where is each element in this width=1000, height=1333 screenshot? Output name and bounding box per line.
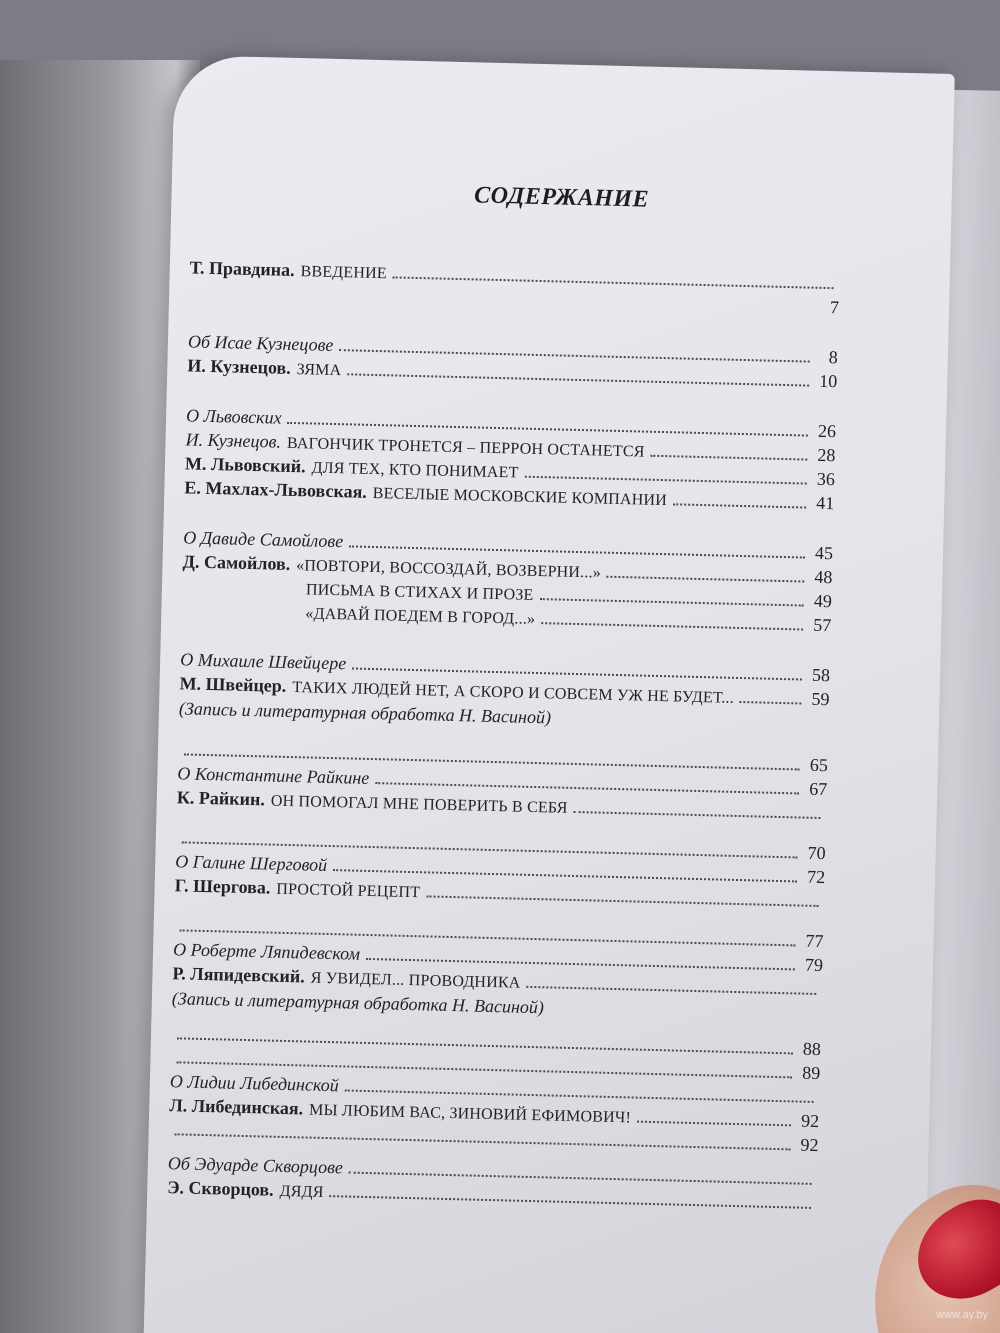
entry-intro: О Константине Райкине (177, 763, 370, 788)
dot-leader (526, 985, 816, 995)
entry-title: ВАГОНЧИК ТРОНЕТСЯ – ПЕРРОН ОСТАНЕТСЯ (286, 434, 645, 461)
entry-author: К. Райкин. (176, 787, 266, 810)
entry-author: Д. Самойлов. (182, 551, 291, 574)
dot-leader (607, 575, 805, 583)
entry-author: Э. Скворцов. (167, 1177, 274, 1200)
entry-page: 41 (816, 492, 835, 514)
entry-page: 45 (814, 542, 834, 564)
entry-note: (Запись и литературная обработка Н. Васиной) (178, 698, 552, 728)
table-of-contents (167, 255, 840, 1215)
dot-leader (574, 810, 821, 819)
entry-title: ВВЕДЕНИЕ (300, 263, 388, 283)
entry-page: 88 (802, 1038, 822, 1060)
entry-title: ТАКИХ ЛЮДЕЙ НЕТ, А СКОРО И СОВСЕМ УЖ НЕ БУДЕТ... (292, 679, 735, 707)
entry-title: ДЛЯ ТЕХ, КТО ПОНИМАЕТ (311, 459, 519, 482)
entry-author: М. Львовский. (184, 453, 306, 477)
entry-author: И. Кузнецов. (187, 355, 291, 378)
watermark: www.ay.by (936, 1309, 988, 1321)
entry-note: (Запись и литературная обработка Н. Васиной) (171, 988, 545, 1018)
entry-author: Е. Махлах-Львовская. (184, 477, 368, 502)
entry-page: 59 (811, 688, 830, 710)
entry-title: Я УВИДЕЛ... ПРОВОДНИКА (310, 969, 521, 992)
entry-title: МЫ ЛЮБИМ ВАС, ЗИНОВИЙ ЕФИМОВИЧ! (308, 1101, 632, 1127)
entry-page: 26 (817, 420, 837, 442)
entry-page: 92 (800, 1134, 819, 1156)
entry-author: Л. Либединская. (169, 1095, 304, 1119)
entry-page: 10 (818, 370, 838, 392)
entry-page: 36 (816, 468, 836, 490)
entry-intro: Об Эдуарде Скворцове (167, 1153, 344, 1178)
entry-title: ЗЯМА (296, 361, 342, 380)
entry-intro: О Михаиле Швейцере (179, 649, 347, 674)
entry-page: 92 (800, 1110, 820, 1132)
entry-title: ПРОСТОЙ РЕЦЕПТ (276, 880, 421, 902)
entry-intro: О Давиде Самойлове (182, 527, 344, 552)
entry-intro: О Лидии Либединской (169, 1071, 339, 1096)
entry-page: 79 (804, 954, 824, 976)
entry-page: 57 (813, 614, 832, 636)
entry-author: Т. Правдина. (189, 257, 295, 280)
entry-intro: О Галине Шерговой (175, 851, 328, 875)
entry-page: 48 (814, 566, 833, 588)
dot-leader (539, 597, 803, 606)
dot-leader (650, 454, 807, 461)
entry-page: 67 (809, 778, 828, 800)
entry-title: ПИСЬМА В СТИХАХ И ПРОЗЕ (305, 581, 534, 604)
entry-title: ВЕСЕЛЫЕ МОСКОВСКИЕ КОМПАНИИ (372, 484, 668, 510)
entry-page: 28 (817, 444, 836, 466)
entry-page: 72 (806, 866, 826, 888)
entry-page: 58 (811, 664, 831, 686)
toc-title: СОДЕРЖАНИЕ (473, 182, 650, 213)
entry-intro: О Роберте Ляпидевском (172, 939, 361, 964)
dot-leader (329, 1194, 811, 1209)
entry-author: Г. Шергова. (174, 875, 271, 898)
entry-page: 70 (807, 842, 826, 864)
dot-leader (541, 621, 803, 630)
entry-page: 8 (828, 347, 839, 368)
entry-page: 77 (805, 930, 824, 952)
entry-intro: Об Исае Кузнецове (187, 331, 334, 355)
entry-title: «ПОВТОРИ, ВОССОЗДАЙ, ВОЗВЕРНИ...» (296, 557, 602, 582)
entry-author: Р. Ляпидевский. (172, 963, 306, 987)
book-page (143, 55, 955, 1333)
entry-title: ДЯДЯ (279, 1182, 324, 1201)
entry-title: «ДАВАЙ ПОЕДЕМ В ГОРОД...» (305, 605, 536, 628)
dot-leader (524, 475, 806, 485)
entry-title: ОН ПОМОГАЛ МНЕ ПОВЕРИТЬ В СЕБЯ (270, 792, 568, 817)
entry-page: 65 (809, 754, 829, 776)
entry-page: 89 (802, 1062, 821, 1084)
entry-intro: О Львовских (185, 405, 282, 428)
entry-page: 49 (813, 590, 833, 612)
dot-leader (637, 1120, 791, 1127)
entry-intro: И. Кузнецов. (185, 429, 282, 452)
entry-page: 7 (829, 297, 840, 318)
dot-leader (673, 502, 806, 508)
dot-leader (740, 700, 802, 705)
entry-author: М. Швейцер. (179, 673, 287, 696)
